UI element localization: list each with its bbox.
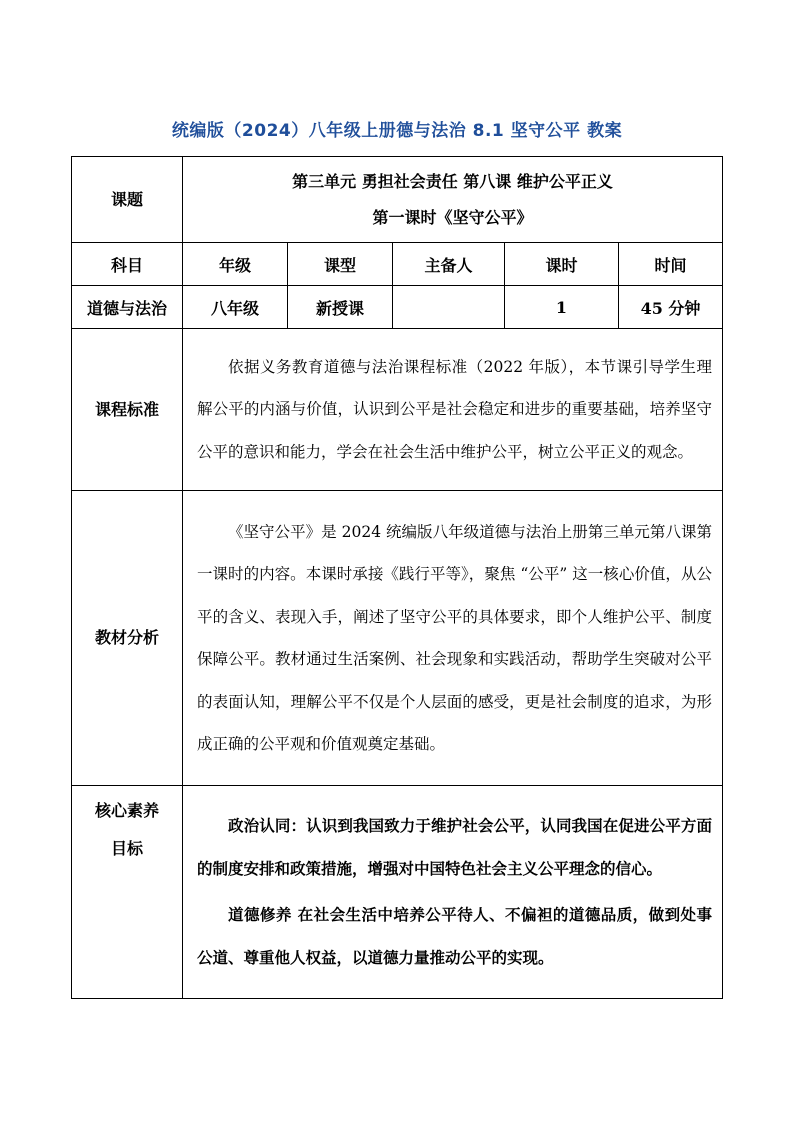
header-periods: 课时 <box>505 243 619 286</box>
standard-row <box>72 329 723 491</box>
literacy-cell <box>183 786 723 999</box>
header-grade: 年级 <box>183 243 288 286</box>
document-title: 统编版（2024）八年级上册德与法治 8.1 坚守公平 教案 <box>171 121 623 141</box>
analysis-text: 《坚守公平》是 2024 统编版八年级道德与法治上册第三单元第八课第一课时的内容。本课时承接《践行平等》，聚焦 “公平” 这一核心价值，从公平的含义、表现入手，阐述了坚守公平的具体要求，即个人维护公平、制度保障公平。教材通过生活案例、社会现象和实践活动，帮助学生突破对公平的表面认知，理解公平不仅是个人层面的感受，更是社会制度的追求，为形成正确的公平观和价值观奠定基础。 <box>197 522 712 753</box>
header-row <box>72 243 723 286</box>
analysis-cell <box>183 491 723 786</box>
literacy-row <box>72 786 723 999</box>
value-row <box>72 286 723 329</box>
value-grade: 八年级 <box>183 286 288 329</box>
header-lesson-type: 课型 <box>288 243 393 286</box>
header-subject: 科目 <box>72 243 183 286</box>
value-subject: 道德与法治 <box>72 286 183 329</box>
topic-label: 课题 <box>72 157 183 243</box>
standard-label: 课程标准 <box>72 329 183 491</box>
standard-text: 依据义务教育道德与法治课程标准（2022 年版），本节课引导学生理解公平的内涵与价值，认识到公平是社会稳定和进步的重要基础，培养坚守公平的意识和能力，学会在社会生活中维护公平，树立公平正义的观念。 <box>197 357 712 461</box>
analysis-label: 教材分析 <box>72 491 183 786</box>
value-time: 45 分钟 <box>619 286 723 329</box>
standard-cell <box>183 329 723 491</box>
header-time: 时间 <box>619 243 723 286</box>
topic-line-1: 第三单元 勇担社会责任 第八课 维护公平正义 <box>292 171 613 191</box>
literacy-label-line-2: 目标 <box>110 839 143 858</box>
topic-line-2: 第一课时《坚守公平》 <box>372 207 533 227</box>
topic-row <box>72 157 723 243</box>
lesson-plan-table <box>71 156 723 999</box>
value-periods: 1 <box>505 286 619 329</box>
literacy-label-line-1: 核心素养 <box>94 801 159 820</box>
literacy-paragraph-2: 道德修养 在社会生活中培养公平待人、不偏袒的道德品质，做到处事公道、尊重他人权益，以道德力量推动公平的实现。 <box>197 905 712 967</box>
literacy-label <box>72 786 183 999</box>
header-preparer: 主备人 <box>393 243 505 286</box>
topic-cell <box>183 157 723 243</box>
analysis-row <box>72 491 723 786</box>
literacy-paragraph-1: 政治认同：认识到我国致力于维护社会公平，认同我国在促进公平方面的制度安排和政策措施，增强对中国特色社会主义公平理念的信心。 <box>197 816 712 878</box>
value-lesson-type: 新授课 <box>288 286 393 329</box>
value-preparer <box>393 286 505 329</box>
